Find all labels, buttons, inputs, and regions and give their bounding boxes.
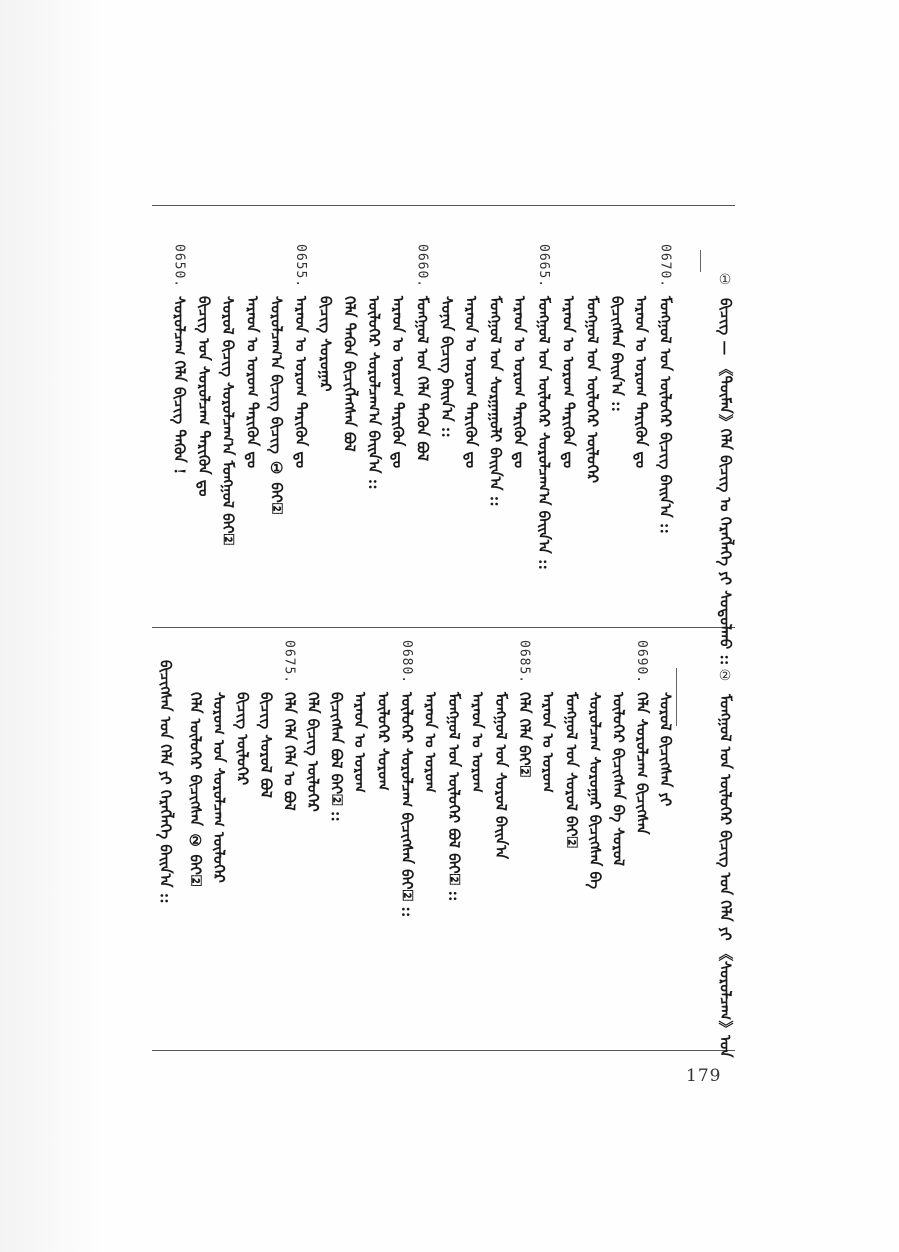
upper-column [288, 244, 314, 468]
lower-verse-line: ᠰᠤᠷᠤᠯᠴᠠᠭ ᠰᠤᠷᠤᠭᠠᠷ ᠪᠢᠴᠢᠭᠰᠡᠨ ᠪᠠ [586, 692, 604, 890]
lower-verse-line: ᠰᠤᠷᠤᠭ ᠤᠨ ᠰᠤᠷᠤᠯᠴᠠᠭ ᠦᠯᠦᠭᠡᠷ [210, 692, 228, 883]
lower-column [206, 640, 232, 883]
page-number: 179 [686, 1066, 722, 1086]
upper-column [458, 244, 484, 468]
upper-column [409, 244, 435, 461]
upper-verse-line: ᠦᠯᠦᠭᠡᠷ ᠰᠤᠷᠤᠯᠴᠠᠭ᠎ᠠ ᠪᠠᠢ᠌ᠨ᠎ᠠ :: [364, 296, 383, 490]
lower-column [511, 640, 537, 777]
lower-column [229, 640, 255, 785]
middle-rule [152, 627, 735, 628]
upper-line-number: 0670. [657, 244, 673, 289]
lower-column [582, 640, 608, 889]
lower-verse-line: ᠪᠢᠴᠢᠭ ᠰᠤᠷᠤᠯ ᠪᠣᠯ [257, 692, 275, 798]
upper-column [360, 244, 386, 490]
upper-verse-line: ᠮᠣᠩᠭᠣᠯ ᠤᠨ ᠦᠯᠦᠭᠡᠷ ᠪᠢᠴᠢᠭ ᠪᠠᠢ᠌ᠨ᠎ᠠ :: [656, 296, 675, 535]
lower-verse-line: ᠦᠯᠦᠭᠡᠷ ᠰᠤᠷᠤᠯᠴᠠᠭ ᠪᠢᠴᠢᠭᠰᠡᠨ ᠪᠠᠢ᠌ :: [398, 692, 416, 918]
lower-line-number: 0685. [516, 640, 532, 685]
lower-footnote-text: ᠮᠣᠩᠭᠣᠯ ᠤᠨ ᠦᠯᠦᠭᠡᠷ ᠪᠢᠴᠢᠭ ᠤᠨ ᠬᠡᠯᠡ ᠶᠢ 《ᠰᠤᠷᠤᠯᠴᠠᠭ》ᠤᠨ [716, 694, 735, 1058]
upper-footnote-text: ᠪᠢᠴᠢᠭ — 《ᠲᠦᠮᠡᠨ》ᠬᠡᠯᠡ ᠪᠢᠴᠢᠭ ᠤ ᠬᠡᠷᠡᠭᠯᠡᠭᠡ ᠶᠢ ᠰᠤᠳᠤᠯᠬᠤ :: [716, 298, 735, 666]
lower-line-number: 0690. [634, 640, 649, 685]
upper-column [239, 244, 265, 468]
upper-column [166, 244, 192, 475]
upper-column [312, 244, 338, 391]
upper-column [215, 244, 241, 545]
upper-verse-line: ᠮᠣᠩᠭᠣᠯ ᠤᠨ ᠬᠡᠯᠡ ᠲᠡᠭᠦᠨ ᠪᠣᠯ [413, 296, 432, 462]
lower-column [182, 640, 208, 887]
lower-column [558, 640, 584, 848]
upper-column [385, 244, 411, 468]
lower-column [417, 640, 443, 793]
upper-column [652, 244, 678, 534]
upper-column [482, 244, 508, 507]
upper-verse-line: ᠮᠣᠩᠭᠣᠯ ᠤᠨ ᠰᠤᠷᠭᠠᠭᠤᠯᠢ ᠪᠠᠢ᠌ᠨ᠎ᠠ :: [486, 296, 505, 507]
upper-verse-line: ᠪᠢᠴᠢᠭ ᠰᠤᠷᠤᠭᠠᠷ [316, 296, 335, 392]
lower-line-number: 0675. [281, 640, 297, 685]
upper-verse-line: ᠠᠷᠠᠳ ᠤ ᠤᠷᠤᠭ ᠲᠡᠷᠢᠭᠦᠨ ᠳᠤ [510, 296, 529, 469]
lower-column [300, 640, 326, 812]
upper-verse-line: ᠠᠷᠠᠳ ᠤ ᠤᠷᠤᠭ ᠲᠡᠷᠢᠭᠦᠨ ᠳᠤ [243, 296, 262, 469]
lower-verse-line: ᠬᠡᠯᠡ ᠦᠯᠦᠭᠡᠷ ᠪᠢᠴᠢᠭᠰᠡᠨ ② ᠪᠠᠢ᠌ [186, 692, 205, 887]
lower-verse-line: ᠮᠣᠩᠭᠣᠯ ᠤᠨ ᠦᠯᠦᠭᠡᠷ ᠪᠣᠯ ᠪᠠᠢ᠌ :: [445, 692, 463, 902]
upper-footnote-rule [700, 250, 701, 272]
upper-column [628, 244, 654, 468]
upper-verse-line: ᠪᠢᠴᠢᠭ ᠤᠨ ᠰᠤᠷᠤᠯᠴᠠᠭ ᠲᠡᠷᠢᠭᠦᠨ ᠳᠤ [194, 296, 213, 497]
lower-verse-line: ᠬᠡᠯᠡ ᠪᠢᠴᠢᠭ ᠦᠯᠦᠭᠡᠷ [304, 692, 322, 812]
lower-lead-line [152, 660, 178, 904]
upper-verse-line: ᠠᠷᠠᠳ ᠤ ᠤᠷᠤᠭ ᠲᠡᠷᠢᠭᠦᠨ ᠳᠤ [462, 296, 481, 469]
upper-verse-line: ᠰᠤᠷᠤᠯᠴᠠᠭ ᠬᠡᠯᠡ ᠪᠢᠴᠢᠭ ᠲᠡᠭᠦᠨ ! [170, 296, 189, 475]
lower-verse-line: ᠮᠣᠩᠭᠣᠯ ᠤᠨ ᠰᠤᠷᠤᠯ ᠪᠠᠢ᠌ᠨ᠎ᠠ [492, 692, 510, 860]
lower-column [253, 640, 279, 798]
upper-column [190, 244, 216, 496]
lower-verse-line: ᠦᠯᠦᠭᠡᠷ ᠪᠢᠴᠢᠭᠰᠡᠨ ᠪᠠ ᠰᠤᠷᠤᠯ [609, 692, 628, 866]
bottom-rule [152, 1050, 735, 1051]
upper-column [579, 244, 605, 483]
upper-footnote [712, 272, 738, 665]
lower-footnote [712, 668, 738, 1057]
upper-column [336, 244, 362, 452]
lower-verse-line: ᠬᠡᠯᠡ ᠬᠡᠯᠡ ᠬᠡᠯᠡ ᠤ ᠪᠣᠯ [280, 692, 299, 811]
upper-line-number: 0660. [414, 244, 430, 289]
lower-verse-line: ᠦᠯᠦᠭᠡᠷ ᠰᠤᠷᠤᠭ [374, 692, 393, 791]
upper-column [531, 244, 557, 570]
lower-line-number: 0680. [399, 640, 414, 685]
lower-column [535, 640, 561, 793]
lower-column [605, 640, 631, 866]
upper-verse-line: ᠪᠢᠴᠢᠭᠰᠡᠨ ᠪᠠᠢ᠌ᠨ᠎ᠠ :: [607, 296, 626, 413]
upper-verse-line: ᠰᠤᠷᠤᠯᠴᠠᠭ᠎ᠠ ᠪᠢᠴᠢᠭ ᠪᠢᠴᠢᠭ ① ᠪᠠᠢ᠌ [267, 296, 286, 515]
upper-verse-line: ᠰᠣᠨᠢᠨ ᠪᠢᠴᠢᠭ ᠪᠠᠢ᠌ᠨ᠎ᠠ :: [437, 296, 456, 438]
lower-column [629, 640, 655, 835]
upper-verse-line: ᠬᠡᠯᠡ ᠲᠡᠭᠦᠨ ᠪᠢᠴᠢᠭᠯᠡᠭᠰᠡᠨ ᠪᠣᠯ [340, 296, 359, 452]
lower-verse-line: ᠰᠤᠷᠤᠯ ᠪᠢᠴᠢᠭᠰᠡᠨ ᠶᠢ [656, 692, 675, 807]
lower-verse-line: ᠪᠢᠴᠢᠭ ᠦᠯᠦᠭᠡᠷ [233, 692, 252, 786]
lower-footnote-mark: ② [718, 668, 732, 684]
page-gutter-shade [0, 0, 150, 1252]
upper-column [263, 244, 289, 514]
lower-lead-line-text: ᠪᠢᠴᠢᠭᠰᠡᠨ ᠤᠨ ᠬᠡᠯᠡ ᠶᠢ ᠬᠡᠷᠡᠭᠯᠡᠭᠡ ᠪᠠᠢ᠌ᠨ᠎ᠠ :: [156, 660, 175, 904]
lower-column [488, 640, 514, 859]
upper-column [603, 244, 629, 412]
lower-verse-line: ᠪᠢᠴᠢᠭᠰᠡᠨ ᠪᠣᠯ ᠪᠠᠢ᠌ :: [327, 692, 346, 822]
upper-line-number: 0665. [536, 244, 551, 289]
lower-verse-line: ᠠᠷᠠᠳ ᠤ ᠤᠷᠤᠭ [539, 692, 557, 793]
upper-column [433, 244, 459, 438]
upper-verse-line: ᠮᠣᠩᠭᠣᠯ ᠤᠨ ᠦᠯᠦᠭᠡᠷ ᠦᠯᠦᠭᠡᠷ [583, 296, 602, 484]
lower-verse-line: ᠠᠷᠠᠳ ᠤ ᠤᠷᠤᠭ [421, 692, 440, 793]
upper-line-number: 0655. [293, 244, 308, 289]
lower-column [441, 640, 467, 902]
lower-column [370, 640, 396, 791]
lower-column [347, 640, 373, 793]
lower-verse-line: ᠮᠣᠩᠭᠣᠯ ᠤᠨ ᠰᠤᠷᠤᠯ ᠪᠠᠢ᠌ [562, 692, 581, 849]
upper-footnote-mark: ① [718, 272, 732, 288]
upper-verse-line: ᠠᠷᠠᠳ ᠤ ᠤᠷᠤᠭ ᠲᠡᠷᠢᠭᠦᠨ ᠳᠤ [292, 296, 310, 469]
lower-verse-line: ᠬᠡᠯᠡ ᠰᠤᠷᠤᠯᠴᠠᠭ ᠪᠢᠴᠢᠭᠰᠡᠨ [633, 692, 651, 835]
lower-column [394, 640, 420, 918]
lower-verse-line: ᠠᠷᠠᠳ ᠤ ᠤᠷᠤᠭ [468, 692, 487, 793]
upper-verse-line: ᠠᠷᠠᠳ ᠤ ᠤᠷᠤᠭ ᠲᠡᠷᠢᠭᠦᠨ ᠳᠤ [389, 296, 408, 469]
upper-column [555, 244, 581, 468]
lower-column [323, 640, 349, 822]
upper-verse-line: ᠮᠣᠩᠭᠣᠯ ᠤᠨ ᠦᠯᠦᠭᠡᠷ ᠰᠤᠷᠤᠯᠴᠠᠭ᠎ᠠ ᠪᠠᠢ᠌ᠨ᠎ᠠ :: [535, 296, 553, 571]
lower-verse-line: ᠬᠡᠯᠡ ᠬᠡᠯᠡ ᠪᠠᠢ᠌ [515, 692, 534, 778]
top-rule [152, 205, 735, 206]
upper-line-number: 0650. [171, 244, 187, 289]
upper-verse-line: ᠰᠤᠷᠤᠯ ᠪᠢᠴᠢᠭ ᠰᠤᠷᠤᠯᠴᠠᠭ᠎ᠠ ᠮᠣᠩᠭᠣᠯ ᠪᠠᠢ᠌ [219, 296, 238, 546]
lower-column [276, 640, 302, 811]
upper-column [506, 244, 532, 468]
lower-verse-line: ᠠᠷᠠᠳ ᠤ ᠤᠷᠤᠭ [351, 692, 369, 793]
upper-verse-line: ᠠᠷᠠᠳ ᠤ ᠤᠷᠤᠭ ᠲᠡᠷᠢᠭᠦᠨ ᠳᠤ [632, 296, 651, 469]
lower-column [652, 640, 678, 806]
lower-column [464, 640, 490, 793]
upper-verse-line: ᠠᠷᠠᠳ ᠤ ᠤᠷᠤᠭ ᠲᠡᠷᠢᠭᠦᠨ ᠳᠤ [559, 296, 578, 469]
